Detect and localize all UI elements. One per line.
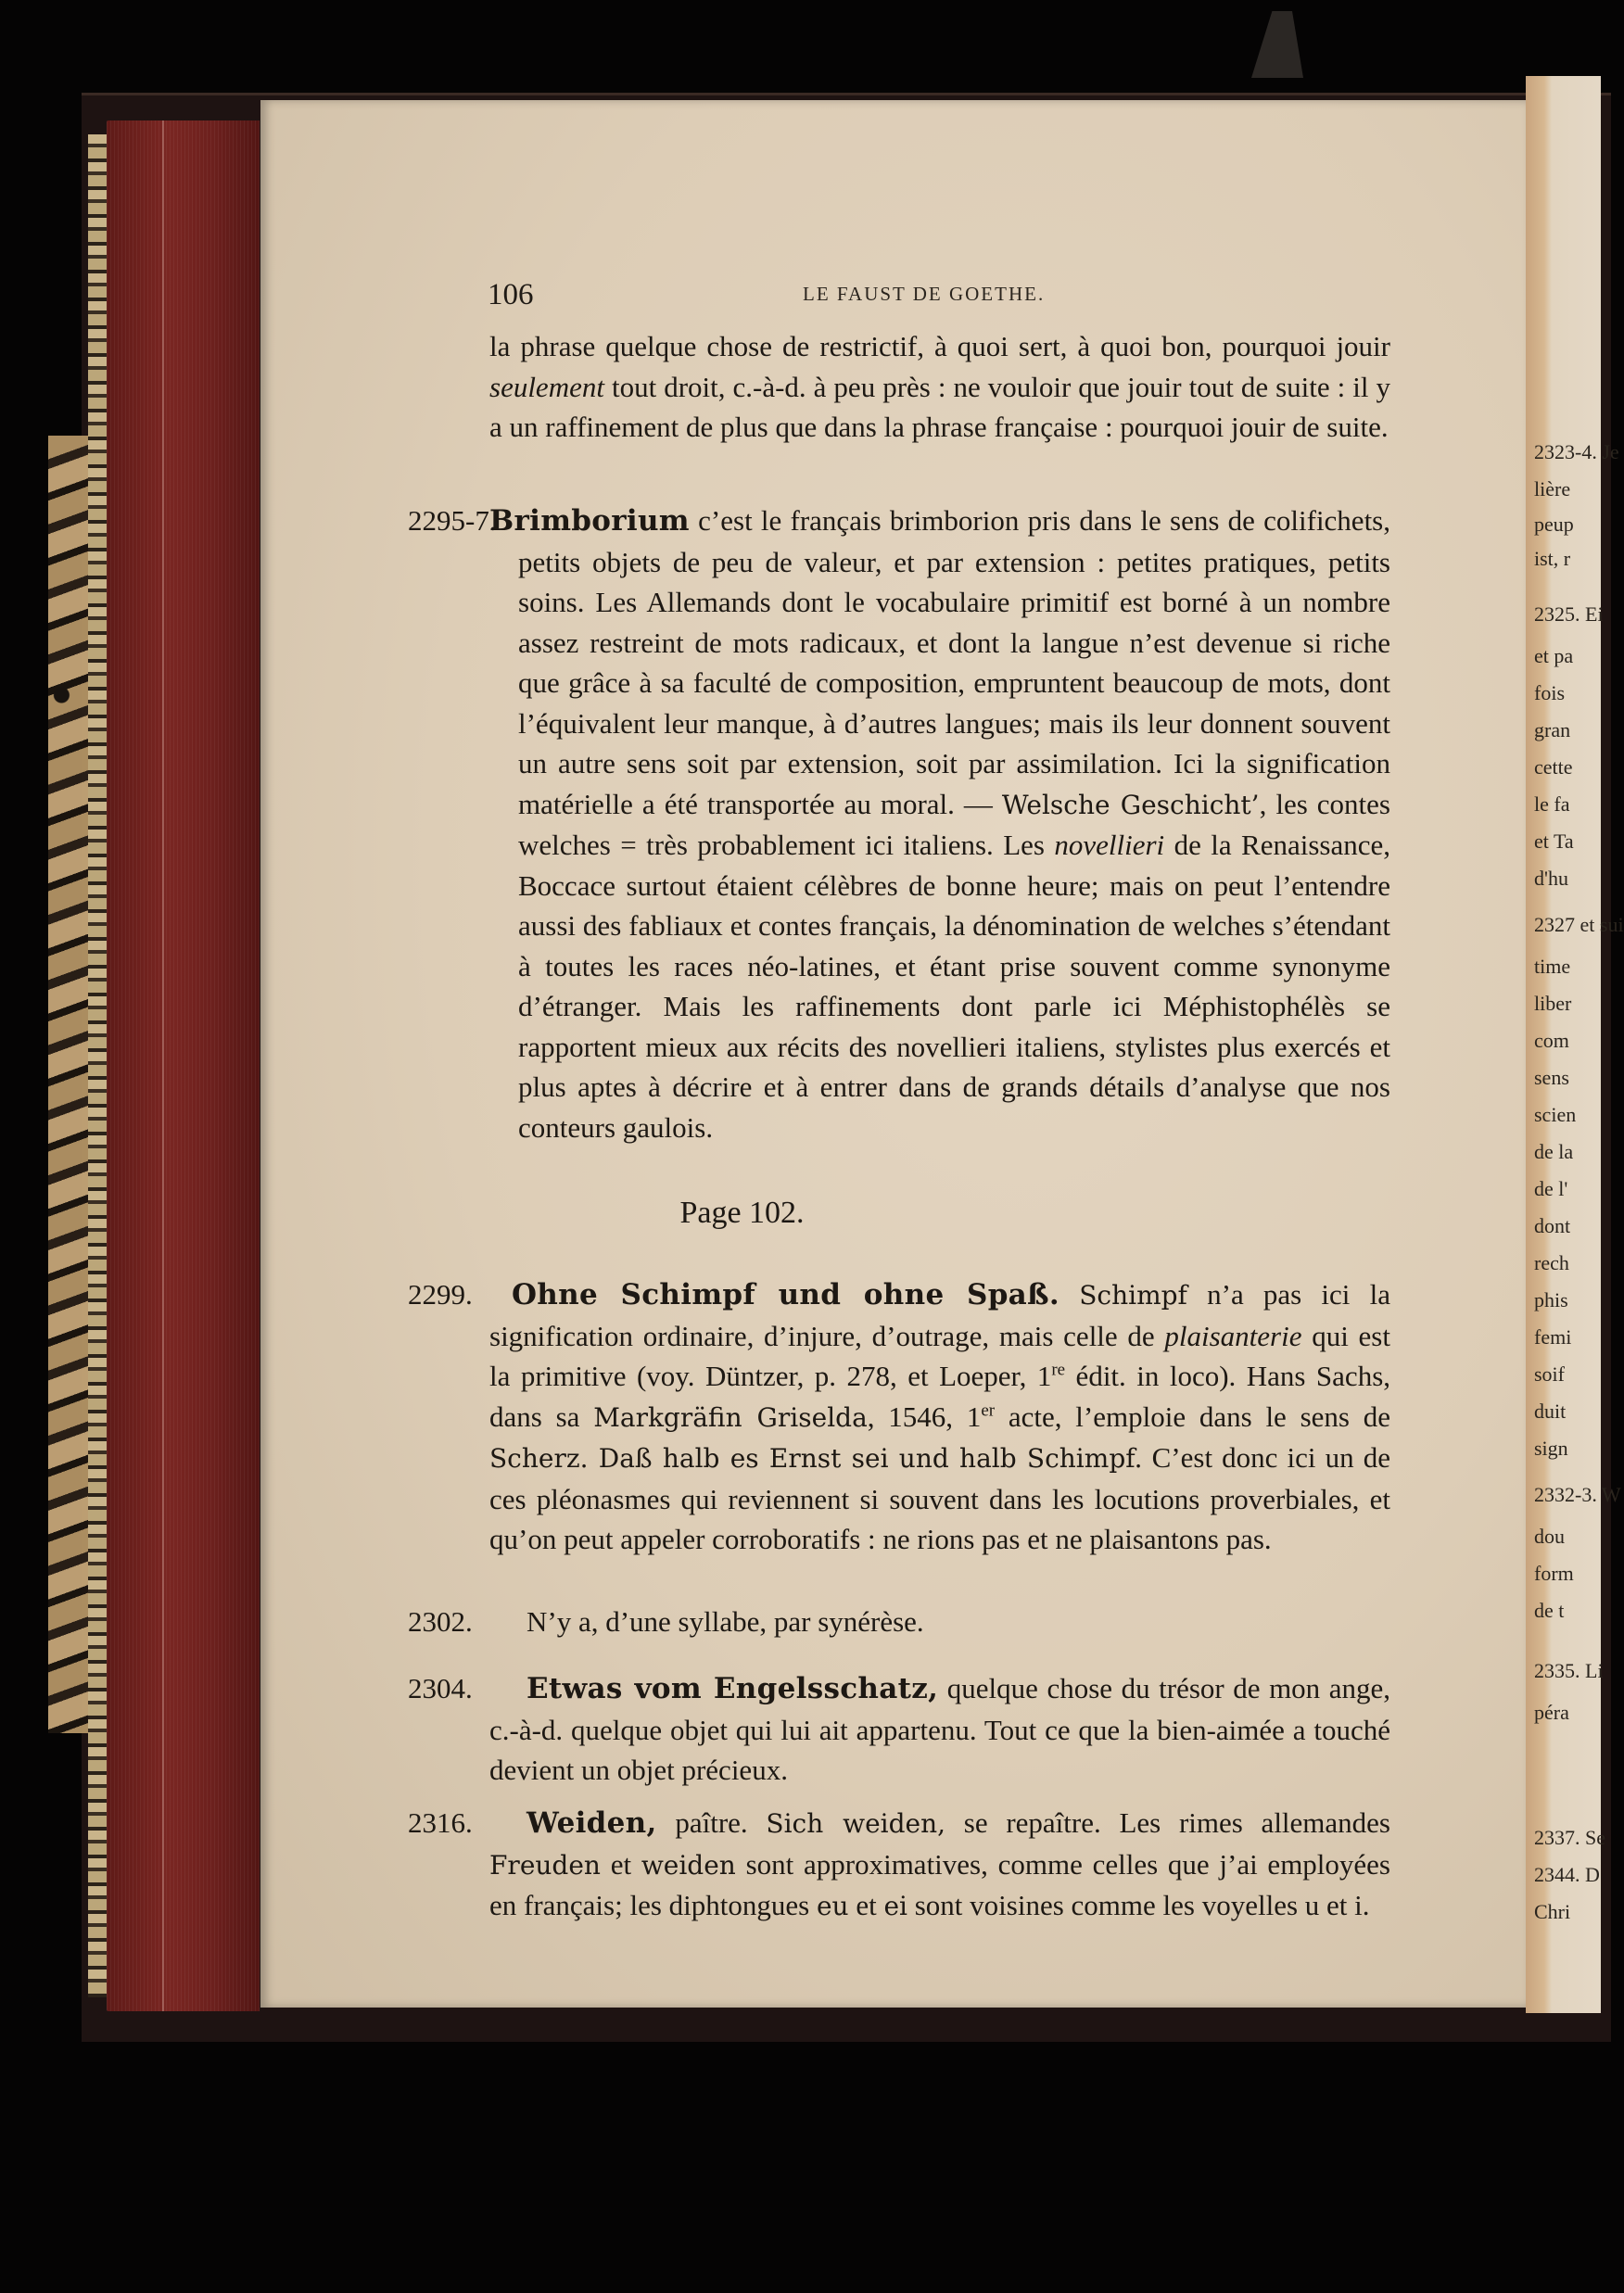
- line-number: 2295-7.: [408, 504, 497, 537]
- facing-page-line: ist, r: [1534, 547, 1571, 570]
- note-body: [489, 500, 1390, 1147]
- note-entry: [408, 1668, 1390, 1791]
- italic-word: plaisanterie: [1164, 1319, 1302, 1352]
- note-text: et: [600, 1847, 641, 1881]
- facing-page-line: 2335. Li: [1534, 1659, 1604, 1682]
- facing-page-line: 2332-3. W: [1534, 1483, 1621, 1506]
- note-text: sont approximatives, comme celles que j’ai employées en français; les diphtongues: [489, 1847, 1390, 1921]
- facing-page-line: 2344. D: [1534, 1863, 1600, 1886]
- facing-page-line: péra: [1534, 1701, 1569, 1724]
- note-body: [489, 1803, 1390, 1927]
- note-text: , 1546, 1: [867, 1400, 982, 1433]
- continuation-paragraph: [489, 326, 1390, 448]
- facing-page-line: de la: [1534, 1140, 1574, 1163]
- facing-page-line: phis: [1534, 1288, 1568, 1311]
- facing-page-line: 2323-4. Je: [1534, 440, 1619, 463]
- superscript: er: [981, 1400, 996, 1421]
- facing-page-line: et pa: [1534, 644, 1574, 667]
- german-word: eu: [816, 1891, 849, 1921]
- german-word: ei: [883, 1891, 907, 1921]
- continuation-text: tout droit, c.-à-d. à peu près : ne vouloir que jouir tout de suite : il y a un raffinement de plus que dans la phrase française : pourquoi jouir de suite.: [489, 370, 1390, 443]
- german-title: Markgräfin Griselda: [593, 1401, 868, 1433]
- note-text: et: [848, 1889, 884, 1921]
- facing-page-line: 2337. Se: [1534, 1826, 1605, 1849]
- note-text: C’est donc ici un de ces pléonasmes qui reviennent si souvent dans les locutions proverbiales, et qu’on peut appeler corroboratifs : ne rions pas et ne plaisantons pas.: [489, 1441, 1390, 1555]
- facing-page-line: d'hu: [1534, 867, 1568, 890]
- line-number: 2299.: [408, 1278, 473, 1311]
- lemma: Weiden,: [527, 1806, 657, 1840]
- facing-page-line: time: [1534, 955, 1571, 978]
- note-text: quelque chose du trésor de mon ange, c.-à-d. quelque objet qui lui ait appartenu. Tout ce que la bien-aimée a touché devient un objet précieux.: [489, 1672, 1390, 1786]
- facing-page-line: dou: [1534, 1525, 1565, 1548]
- german-word: Freuden: [489, 1849, 601, 1881]
- line-number: 2316.: [408, 1806, 473, 1839]
- note-entry: [408, 1274, 1390, 1560]
- note-text: se repaître. Les rimes allemandes: [945, 1806, 1390, 1839]
- decorative-border-strip: [88, 134, 107, 1997]
- facing-page-line: scien: [1534, 1103, 1577, 1126]
- german-quote: Welsche Geschicht’: [1001, 789, 1260, 820]
- facing-page-line: liber: [1534, 992, 1572, 1015]
- note-text: édit. in loco). Hans Sachs, dans sa: [489, 1360, 1391, 1433]
- line-number: 2302.: [408, 1605, 473, 1638]
- marbled-endpaper: [48, 436, 93, 1733]
- note-body: N’y a, d’une syllabe, par synérèse.: [527, 1605, 924, 1638]
- german-phrase: Sich weiden,: [766, 1808, 946, 1839]
- page-number: 106: [488, 278, 534, 311]
- note-text: [1059, 1278, 1079, 1311]
- note-text: sont voisines comme les voyelles u et i.: [907, 1889, 1370, 1921]
- facing-page-line: cette: [1534, 755, 1573, 779]
- facing-page-line: de t: [1534, 1599, 1565, 1622]
- book-spine-flap: [1251, 11, 1326, 78]
- note-entry: [408, 500, 1390, 1147]
- line-number: 2304.: [408, 1672, 473, 1704]
- facing-page-line: com: [1534, 1029, 1569, 1052]
- facing-page-line: le fa: [1534, 792, 1570, 816]
- facing-page-line: sign: [1534, 1437, 1568, 1460]
- lemma: Ohne Schimpf und ohne Spaß.: [512, 1278, 1060, 1311]
- continuation-text: la phrase quelque chose de restrictif, à quoi sert, à quoi bon, pourquoi jouir: [489, 330, 1390, 362]
- italic-word: seulement: [489, 370, 604, 403]
- note-entry: [408, 1803, 1390, 1927]
- facing-page-line: lière: [1534, 477, 1571, 500]
- italic-word: novellieri: [1054, 829, 1165, 861]
- german-word: Schimpf: [1079, 1280, 1187, 1311]
- note-text: n’a pas ici la signification ordinaire, d’injure, d’outrage, mais celle de: [489, 1278, 1390, 1352]
- facing-page-line: sens: [1534, 1066, 1569, 1089]
- note-text: acte, l’emploie dans le sens de: [995, 1400, 1391, 1433]
- facing-page-line: 2327 et sui: [1534, 913, 1624, 936]
- facing-page-line: duit: [1534, 1400, 1567, 1423]
- note-text: de la Renaissance, Boccace surtout étaient célèbres de bonne heure; mais on peut l’entendre aussi des fabliaux et contes français, la dénomination de welches s’étendant à toutes les races néo-latines, et étant prise souvent comme synonyme d’étranger. Mais les raffinements dont parle ici Méphistophélès se rapportent mieux aux récits des novellieri italiens, stylistes plus exercés et plus aptes à décrire et à entrer dans de grands détails d’analyse que nos conteurs gaulois.: [518, 829, 1390, 1144]
- facing-page-line: form: [1534, 1562, 1574, 1585]
- facing-page-line: et Ta: [1534, 830, 1574, 853]
- note-body: [489, 1274, 1390, 1560]
- facing-page-line: 2325. Ei: [1534, 602, 1604, 626]
- facing-page-line: gran: [1534, 718, 1571, 741]
- facing-page-line: fois: [1534, 681, 1565, 704]
- note-text: c’est le français brimborion pris dans le sens de colifichets, petits objets de peu de valeur, et par extension : petites pratiques, petits soins. Les Allemands dont le vocabulaire primitif est borné à un nombre assez restreint de mots radicaux, et dont la langue n’est devenue si riche que grâce à sa faculté de composition, empruntent beaucoup de mots, dont l’équivalent leur manque, à d’autres langues; mais ils leur donnent souvent un autre sens soit par extension, soit par assimilation. Ici la signification matérielle a été transportée au moral. —: [518, 504, 1390, 820]
- facing-page-line: dont: [1534, 1214, 1571, 1237]
- german-word: weiden: [641, 1849, 736, 1881]
- note-text: , les contes welches = très probablement ici italiens. Les: [518, 787, 1390, 861]
- facing-page-line: Chri: [1534, 1900, 1571, 1923]
- section-heading: [0, 1196, 1601, 1231]
- facing-page-line: rech: [1534, 1251, 1569, 1274]
- facing-page-line: femi: [1534, 1325, 1572, 1349]
- running-title: LE FAUST DE GOETHE.: [803, 283, 1046, 305]
- facing-page-line: de l': [1534, 1177, 1568, 1200]
- note-entry: [408, 1602, 1390, 1642]
- red-page-edges: [107, 120, 260, 2011]
- facing-page-line: soif: [1534, 1362, 1565, 1386]
- section-heading-text: Page 102.: [679, 1196, 805, 1230]
- lemma: Etwas vom Engelsschatz,: [527, 1672, 939, 1705]
- german-quote: Scherz. Daß halb es Ernst sei und halb Schimpf.: [489, 1443, 1143, 1474]
- facing-page-line: peup: [1534, 513, 1574, 536]
- note-text: qui est la primitive (voy. Düntzer, p. 278, et Loeper, 1: [489, 1319, 1390, 1392]
- note-text: paître.: [656, 1806, 767, 1839]
- lemma: Brimborium: [489, 504, 690, 538]
- note-body: [489, 1668, 1390, 1791]
- superscript: re: [1051, 1360, 1066, 1380]
